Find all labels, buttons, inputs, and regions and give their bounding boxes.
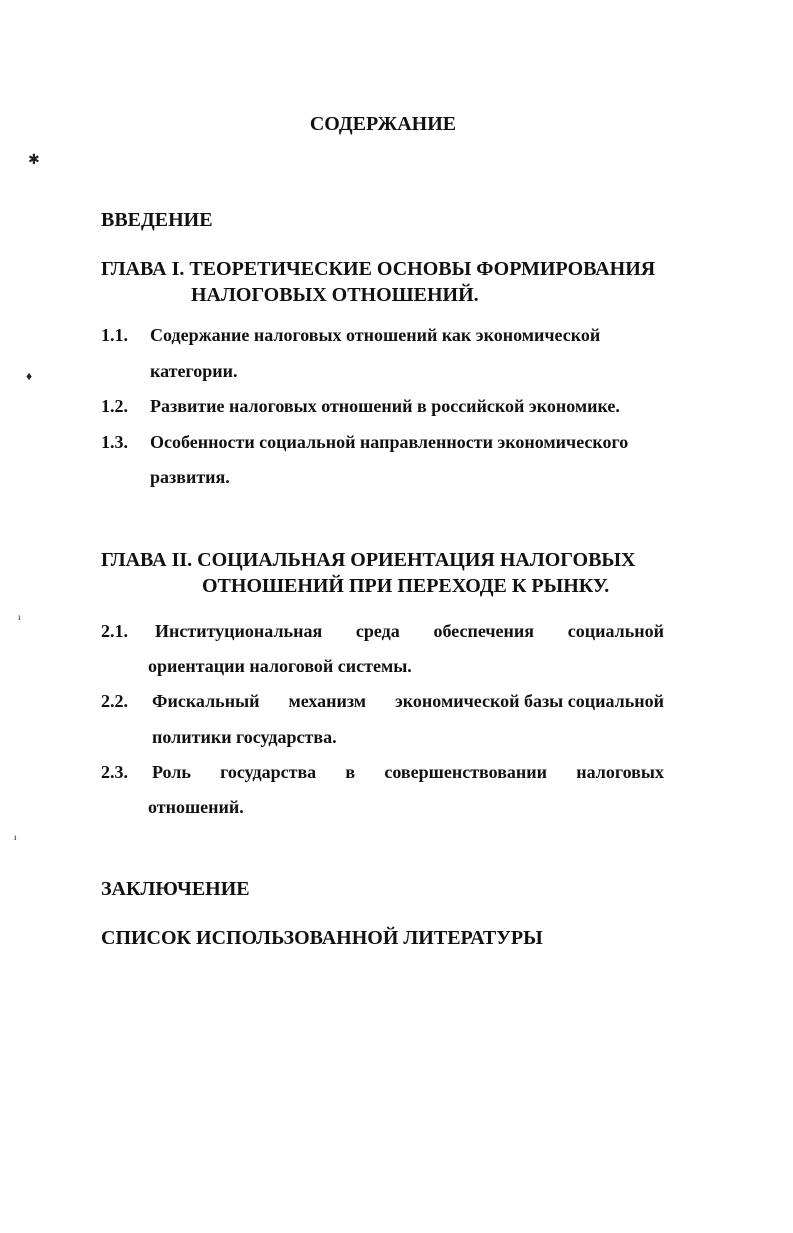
section-1-1-line-1: Содержание налоговых отношений как экономической bbox=[150, 325, 601, 345]
word: обеспечения bbox=[433, 621, 535, 641]
chapter-1-heading bbox=[101, 256, 655, 308]
intro-heading: ВВЕДЕНИЕ bbox=[101, 209, 213, 231]
word: Роль bbox=[152, 762, 191, 782]
word: социальной bbox=[567, 621, 664, 641]
word: государства bbox=[220, 762, 317, 782]
section-1-3-line-1: Особенности социальной направленности экономического bbox=[150, 432, 629, 452]
scan-mark: ✱ bbox=[28, 153, 40, 168]
word: в bbox=[345, 762, 356, 782]
word: экономической базы социальной bbox=[395, 691, 664, 711]
section-2-1-line-1 bbox=[155, 621, 664, 642]
conclusion-heading: ЗАКЛЮЧЕНИЕ bbox=[101, 878, 250, 900]
chapter-1-line-2: НАЛОГОВЫХ ОТНОШЕНИЙ. bbox=[191, 284, 479, 306]
section-1-1-line-2: категории. bbox=[150, 361, 238, 381]
word: налоговых bbox=[576, 762, 664, 782]
chapter-2-heading bbox=[101, 547, 636, 599]
section-1-3-number: 1.3. bbox=[101, 432, 128, 452]
scan-mark: ♦ bbox=[26, 369, 33, 383]
section-2-1-number: 2.1. bbox=[101, 621, 128, 641]
word: Институциональная bbox=[155, 621, 323, 641]
section-1-3-line-2: развития. bbox=[150, 467, 230, 487]
word: совершенствовании bbox=[384, 762, 548, 782]
section-2-2-line-2: политики государства. bbox=[152, 727, 337, 747]
scan-mark: ı bbox=[18, 612, 21, 622]
chapter-1-line-1: ГЛАВА I. ТЕОРЕТИЧЕСКИЕ ОСНОВЫ ФОРМИРОВАНИЯ bbox=[101, 258, 656, 280]
section-2-3-line-2: отношений. bbox=[148, 797, 244, 817]
section-2-2-number: 2.2. bbox=[101, 691, 128, 711]
word: среда bbox=[355, 621, 400, 641]
references-heading: СПИСОК ИСПОЛЬЗОВАННОЙ ЛИТЕРАТУРЫ bbox=[101, 927, 543, 949]
section-2-2-line-1 bbox=[152, 691, 664, 712]
word: механизм bbox=[288, 691, 367, 711]
section-2-3-number: 2.3. bbox=[101, 762, 128, 782]
section-1-2-number: 1.2. bbox=[101, 396, 128, 416]
section-2-1-line-2: ориентации налоговой системы. bbox=[148, 656, 412, 676]
word: Фискальный bbox=[152, 691, 260, 711]
section-2-3-line-1 bbox=[152, 762, 664, 783]
scan-mark: ı bbox=[14, 832, 17, 842]
page-title: СОДЕРЖАНИЕ bbox=[309, 113, 457, 135]
chapter-2-line-1: ГЛАВА II. СОЦИАЛЬНАЯ ОРИЕНТАЦИЯ НАЛОГОВЫХ bbox=[101, 549, 636, 571]
section-1-1-number: 1.1. bbox=[101, 325, 128, 345]
section-1-2-line-1: Развитие налоговых отношений в российской экономике. bbox=[150, 396, 620, 416]
chapter-2-line-2: ОТНОШЕНИЙ ПРИ ПЕРЕХОДЕ К РЫНКУ. bbox=[202, 575, 610, 597]
